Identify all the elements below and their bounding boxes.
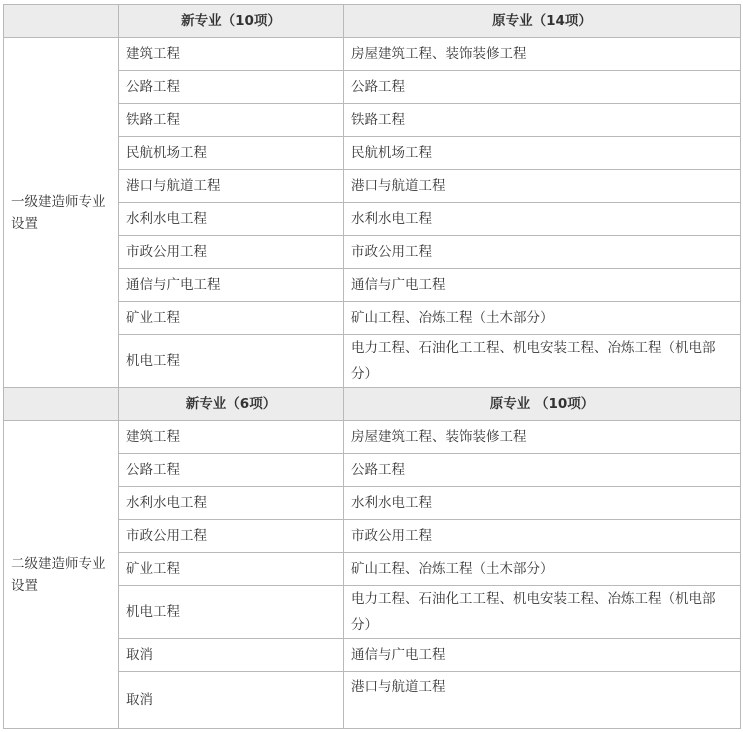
new-specialty-cell: 取消 (119, 672, 344, 729)
old-specialty-cell: 铁路工程 (344, 104, 741, 137)
header-old-specialty: 原专业 （10项） (344, 388, 741, 421)
old-specialty-cell: 通信与广电工程 (344, 269, 741, 302)
new-specialty-cell: 市政公用工程 (119, 236, 344, 269)
header-old-specialty: 原专业（14项） (344, 5, 741, 38)
old-specialty-cell: 公路工程 (344, 71, 741, 104)
new-specialty-cell: 公路工程 (119, 454, 344, 487)
old-specialty-cell: 港口与航道工程 (344, 672, 741, 729)
old-specialty-cell: 矿山工程、冶炼工程（土木部分） (344, 553, 741, 586)
new-specialty-cell: 通信与广电工程 (119, 269, 344, 302)
new-specialty-cell: 民航机场工程 (119, 137, 344, 170)
section-2-header-row (4, 388, 741, 421)
new-specialty-cell: 取消 (119, 639, 344, 672)
header-new-specialty: 新专业（10项） (119, 5, 344, 38)
old-specialty-cell: 市政公用工程 (344, 236, 741, 269)
table-row (4, 421, 741, 454)
specialty-comparison-table (3, 4, 741, 729)
new-specialty-cell: 港口与航道工程 (119, 170, 344, 203)
old-specialty-cell: 通信与广电工程 (344, 639, 741, 672)
new-specialty-cell: 水利水电工程 (119, 203, 344, 236)
table-row (4, 38, 741, 71)
old-specialty-cell: 公路工程 (344, 454, 741, 487)
old-specialty-cell: 水利水电工程 (344, 203, 741, 236)
new-specialty-cell: 公路工程 (119, 71, 344, 104)
category-cell-level-2: 二级建造师专业设置 (4, 421, 119, 729)
new-specialty-cell: 机电工程 (119, 335, 344, 388)
old-specialty-cell: 电力工程、石油化工工程、机电安装工程、冶炼工程（机电部分） (344, 335, 741, 388)
category-cell-level-1: 一级建造师专业设置 (4, 38, 119, 388)
old-specialty-cell: 水利水电工程 (344, 487, 741, 520)
new-specialty-cell: 矿业工程 (119, 302, 344, 335)
new-specialty-cell: 水利水电工程 (119, 487, 344, 520)
header-blank-cell (4, 388, 119, 421)
new-specialty-cell: 建筑工程 (119, 421, 344, 454)
header-blank-cell (4, 5, 119, 38)
old-specialty-cell: 矿山工程、冶炼工程（土木部分） (344, 302, 741, 335)
new-specialty-cell: 建筑工程 (119, 38, 344, 71)
old-specialty-cell: 市政公用工程 (344, 520, 741, 553)
section-1-header-row (4, 5, 741, 38)
new-specialty-cell: 市政公用工程 (119, 520, 344, 553)
new-specialty-cell: 矿业工程 (119, 553, 344, 586)
old-specialty-cell: 民航机场工程 (344, 137, 741, 170)
header-new-specialty: 新专业（6项） (119, 388, 344, 421)
old-specialty-cell: 房屋建筑工程、装饰装修工程 (344, 38, 741, 71)
new-specialty-cell: 机电工程 (119, 586, 344, 639)
new-specialty-cell: 铁路工程 (119, 104, 344, 137)
old-specialty-cell: 港口与航道工程 (344, 170, 741, 203)
old-specialty-cell: 房屋建筑工程、装饰装修工程 (344, 421, 741, 454)
old-specialty-cell: 电力工程、石油化工工程、机电安装工程、冶炼工程（机电部分） (344, 586, 741, 639)
